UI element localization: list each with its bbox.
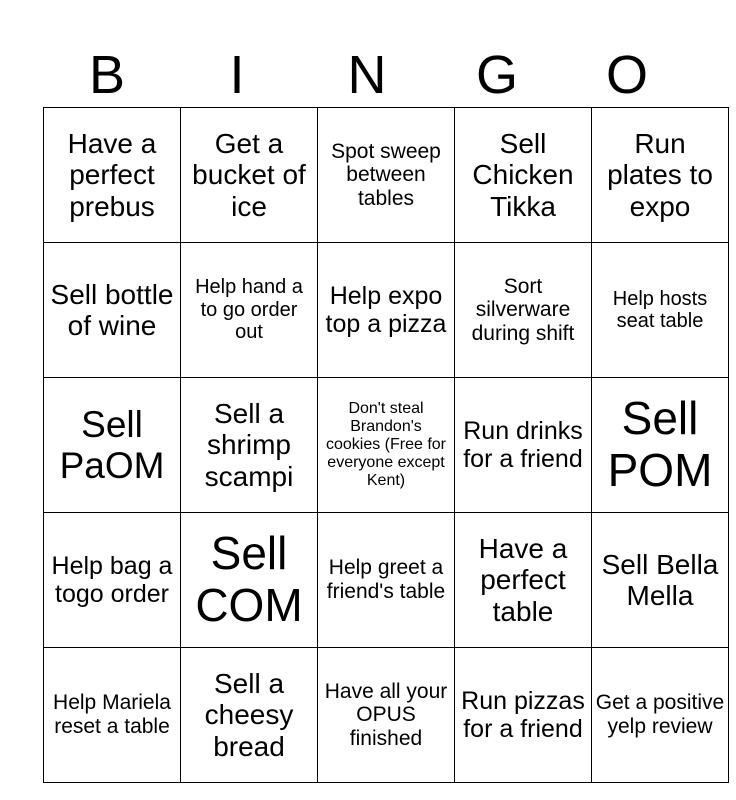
header-letter-b: B xyxy=(88,45,128,105)
bingo-cell[interactable]: Have a perfect prebus xyxy=(44,108,181,243)
bingo-cell[interactable]: Spot sweep between tables xyxy=(318,108,455,243)
bingo-cell[interactable]: Help greet a friend's table xyxy=(318,513,455,648)
bingo-cell[interactable]: Sell a cheesy bread xyxy=(181,648,318,783)
bingo-cell[interactable]: Don't steal Brandon's cookies (Free for everyone except Kent) xyxy=(318,378,455,513)
bingo-cell[interactable]: Sell PaOM xyxy=(44,378,181,513)
bingo-cell[interactable]: Have all your OPUS finished xyxy=(318,648,455,783)
bingo-cell[interactable]: Have a perfect table xyxy=(455,513,592,648)
bingo-header xyxy=(43,42,693,108)
bingo-cell[interactable]: Get a positive yelp review xyxy=(592,648,729,783)
bingo-cell[interactable]: Help hosts seat table xyxy=(592,243,729,378)
header-letter-o: O xyxy=(605,45,650,105)
header-letter-i: I xyxy=(229,45,247,105)
bingo-cell[interactable]: Sell bottle of wine xyxy=(44,243,181,378)
bingo-cell[interactable]: Sell COM xyxy=(181,513,318,648)
bingo-cell[interactable]: Sell Chicken Tikka xyxy=(455,108,592,243)
bingo-cell[interactable]: Run plates to expo xyxy=(592,108,729,243)
header-letter-g: G xyxy=(475,45,520,105)
bingo-cell[interactable]: Sell POM xyxy=(592,378,729,513)
board-row xyxy=(44,513,729,648)
bingo-cell[interactable]: Help hand a to go order out xyxy=(181,243,318,378)
board-row xyxy=(44,243,729,378)
bingo-board xyxy=(43,107,729,783)
bingo-cell[interactable]: Help Mariela reset a table xyxy=(44,648,181,783)
board-row xyxy=(44,108,729,243)
board-row xyxy=(44,648,729,783)
bingo-cell[interactable]: Help bag a togo order xyxy=(44,513,181,648)
bingo-cell[interactable]: Run pizzas for a friend xyxy=(455,648,592,783)
bingo-cell[interactable]: Sort silverware during shift xyxy=(455,243,592,378)
bingo-cell[interactable]: Sell Bella Mella xyxy=(592,513,729,648)
bingo-cell[interactable]: Help expo top a pizza xyxy=(318,243,455,378)
header-letter-n: N xyxy=(347,45,389,105)
bingo-cell[interactable]: Get a bucket of ice xyxy=(181,108,318,243)
bingo-cell[interactable]: Sell a shrimp scampi xyxy=(181,378,318,513)
board-row xyxy=(44,378,729,513)
bingo-cell[interactable]: Run drinks for a friend xyxy=(455,378,592,513)
